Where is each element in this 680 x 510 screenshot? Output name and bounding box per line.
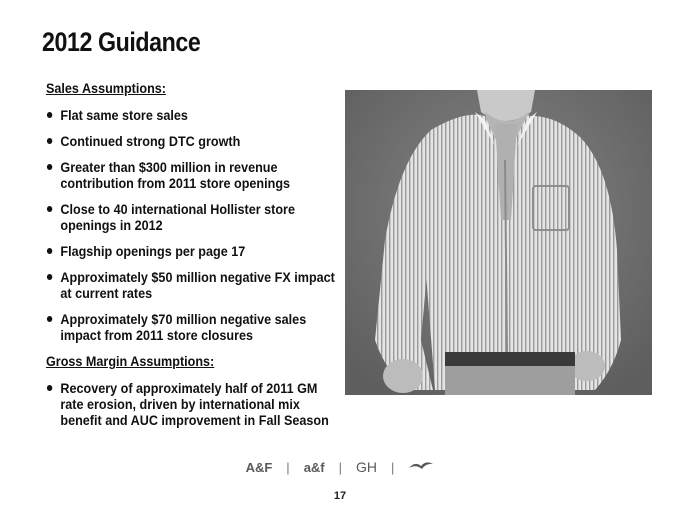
seagull-icon: [394, 460, 448, 475]
sales-item-fx-impact: Approximately $50 million negative FX impact at current rates: [46, 269, 343, 301]
brand-separator: |: [286, 459, 290, 475]
brand-footer: [0, 459, 680, 475]
brand-separator: |: [338, 459, 343, 475]
sales-item-dtc-growth: Continued strong DTC growth: [46, 133, 343, 149]
brand-gh-logo: GH: [356, 459, 378, 475]
sales-assumptions-heading: Sales Assumptions:: [46, 80, 166, 96]
page-number: 17: [333, 490, 347, 502]
gross-margin-assumptions-list: [46, 380, 343, 428]
sales-item-store-closures: Approximately $70 million negative sales impact from 2011 store closures: [46, 311, 343, 343]
seagull-icon-graphic: [408, 460, 434, 472]
sales-item-same-store-sales: Flat same store sales: [46, 107, 343, 123]
brand-af-logo: A&F: [245, 459, 273, 475]
gm-item-rate-recovery: Recovery of approximately half of 2011 GM rate erosion, driven by international mix benefit and AUC improvement in Fall Season: [46, 380, 343, 428]
sales-assumptions-list: [46, 107, 343, 343]
gross-margin-assumptions-heading: Gross Margin Assumptions:: [46, 353, 215, 369]
sales-item-flagship-openings: Flagship openings per page 17: [46, 243, 343, 259]
guidance-content: [46, 80, 366, 438]
model-photo-illustration: [345, 90, 652, 395]
slide-title: 2012 Guidance: [42, 27, 201, 57]
brand-af-lower-logo: a&f: [303, 459, 325, 475]
sales-item-international-hollister: Close to 40 international Hollister store openings in 2012: [46, 201, 343, 233]
sales-item-store-openings-revenue: Greater than $300 million in revenue contribution from 2011 store openings: [46, 159, 343, 191]
brand-separator: |: [391, 459, 395, 475]
model-photo: [345, 90, 652, 395]
